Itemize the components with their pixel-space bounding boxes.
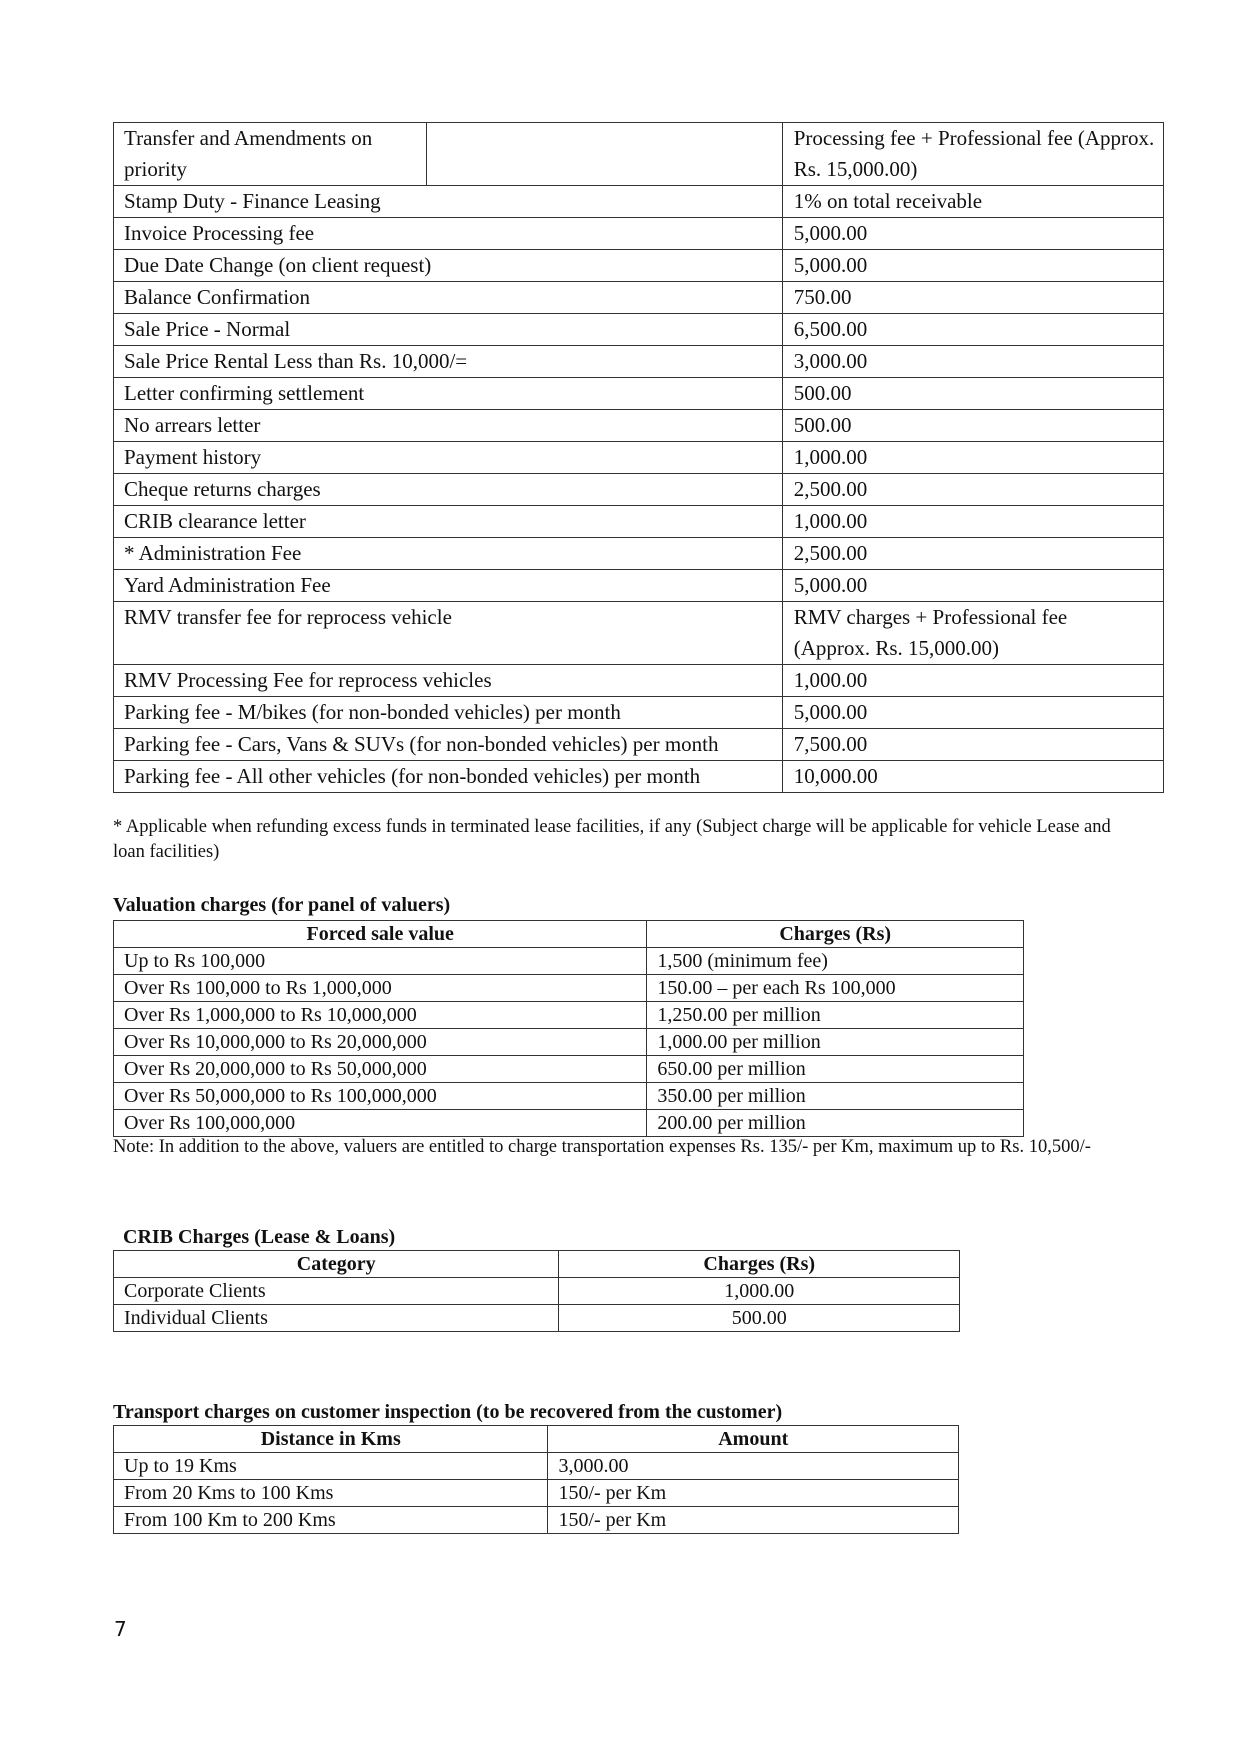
fee-value: 5,000.00: [782, 697, 1163, 729]
table-row: [114, 1305, 960, 1332]
value-range: Over Rs 10,000,000 to Rs 20,000,000: [114, 1029, 647, 1056]
charge: 1,250.00 per million: [647, 1002, 1024, 1029]
transport-table: [113, 1425, 959, 1534]
table-row: [114, 538, 1164, 570]
fee-value: 1,000.00: [782, 506, 1163, 538]
transport-heading: Transport charges on customer inspection (to be recovered from the customer): [113, 1401, 783, 1423]
amount: 150/- per Km: [548, 1480, 959, 1507]
column-header: Category: [114, 1251, 559, 1278]
distance: Up to 19 Kms: [114, 1453, 548, 1480]
table-row: [114, 314, 1164, 346]
table-row: [114, 729, 1164, 761]
table-row: [114, 948, 1024, 975]
valuation-note: Note: In addition to the above, valuers are entitled to charge transportation expenses Rs. 135/- per Km, maximum up to Rs. 10,500/-: [113, 1137, 1091, 1157]
fee-label: Balance Confirmation: [114, 282, 783, 314]
table-header-row: [114, 1426, 959, 1453]
table-row: [114, 975, 1024, 1002]
distance: From 20 Kms to 100 Kms: [114, 1480, 548, 1507]
distance: From 100 Km to 200 Kms: [114, 1507, 548, 1534]
table-row: [114, 1002, 1024, 1029]
table-header-row: [114, 1251, 960, 1278]
fee-value: 1,000.00: [782, 665, 1163, 697]
table-row: [114, 410, 1164, 442]
fees-table: [113, 122, 1164, 793]
charge: 1,000.00: [559, 1278, 960, 1305]
value-range: Over Rs 20,000,000 to Rs 50,000,000: [114, 1056, 647, 1083]
table-row: [114, 442, 1164, 474]
client-category: Corporate Clients: [114, 1278, 559, 1305]
table-row: [114, 697, 1164, 729]
fee-label: Transfer and Amendments on priority: [114, 123, 427, 186]
fee-value: 7,500.00: [782, 729, 1163, 761]
fee-value: 2,500.00: [782, 474, 1163, 506]
table-row: [114, 378, 1164, 410]
table-row: [114, 1453, 959, 1480]
table-row: [114, 570, 1164, 602]
table-row: [114, 1278, 960, 1305]
fee-value: 5,000.00: [782, 218, 1163, 250]
fee-value: 750.00: [782, 282, 1163, 314]
value-range: Over Rs 100,000,000: [114, 1110, 647, 1137]
table-row: [114, 506, 1164, 538]
footnote: * Applicable when refunding excess funds in terminated lease facilities, if any (Subject charge will be applicable for vehicle Lease and loan facilities): [113, 817, 1111, 862]
fee-value: 5,000.00: [782, 250, 1163, 282]
value-range: Over Rs 100,000 to Rs 1,000,000: [114, 975, 647, 1002]
charge: 1,000.00 per million: [647, 1029, 1024, 1056]
fee-label: Parking fee - Cars, Vans & SUVs (for non-bonded vehicles) per month: [114, 729, 783, 761]
table-row: [114, 761, 1164, 793]
table-row: [114, 1056, 1024, 1083]
charge: 150.00 – per each Rs 100,000: [647, 975, 1024, 1002]
empty-cell: [426, 123, 782, 186]
fee-value: 1% on total receivable: [782, 186, 1163, 218]
table-row: [114, 1029, 1024, 1056]
charge: 650.00 per million: [647, 1056, 1024, 1083]
value-range: Up to Rs 100,000: [114, 948, 647, 975]
table-row: [114, 250, 1164, 282]
fee-value: 500.00: [782, 378, 1163, 410]
client-category: Individual Clients: [114, 1305, 559, 1332]
fee-label: CRIB clearance letter: [114, 506, 783, 538]
page-number: 7: [114, 1617, 127, 1641]
table-row: [114, 123, 1164, 186]
crib-table: [113, 1250, 960, 1332]
fee-label: * Administration Fee: [114, 538, 783, 570]
fee-value: Processing fee + Professional fee (Approx. Rs. 15,000.00): [782, 123, 1163, 186]
table-row: [114, 474, 1164, 506]
charge: 200.00 per million: [647, 1110, 1024, 1137]
charge: 500.00: [559, 1305, 960, 1332]
table-row: [114, 186, 1164, 218]
table-header-row: [114, 921, 1024, 948]
column-header: Amount: [548, 1426, 959, 1453]
charge: 350.00 per million: [647, 1083, 1024, 1110]
fee-value: 3,000.00: [782, 346, 1163, 378]
column-header: Charges (Rs): [647, 921, 1024, 948]
table-row: [114, 282, 1164, 314]
fee-label: Letter confirming settlement: [114, 378, 783, 410]
table-row: [114, 602, 1164, 665]
fee-label: Yard Administration Fee: [114, 570, 783, 602]
amount: 3,000.00: [548, 1453, 959, 1480]
fee-label: Cheque returns charges: [114, 474, 783, 506]
value-range: Over Rs 50,000,000 to Rs 100,000,000: [114, 1083, 647, 1110]
fee-value: 2,500.00: [782, 538, 1163, 570]
column-header: Charges (Rs): [559, 1251, 960, 1278]
table-row: [114, 1507, 959, 1534]
table-row: [114, 1110, 1024, 1137]
table-row: [114, 665, 1164, 697]
fee-label: Sale Price - Normal: [114, 314, 783, 346]
fee-label: Invoice Processing fee: [114, 218, 783, 250]
fee-value: 6,500.00: [782, 314, 1163, 346]
fee-label: Sale Price Rental Less than Rs. 10,000/=: [114, 346, 783, 378]
crib-heading: CRIB Charges (Lease & Loans): [123, 1226, 396, 1248]
fee-value: 500.00: [782, 410, 1163, 442]
valuation-heading: Valuation charges (for panel of valuers): [113, 894, 451, 916]
fee-label: Stamp Duty - Finance Leasing: [114, 186, 783, 218]
fee-label: RMV transfer fee for reprocess vehicle: [114, 602, 783, 665]
table-row: [114, 346, 1164, 378]
fee-label: RMV Processing Fee for reprocess vehicles: [114, 665, 783, 697]
fee-label: Parking fee - All other vehicles (for non-bonded vehicles) per month: [114, 761, 783, 793]
fee-label: Due Date Change (on client request): [114, 250, 783, 282]
fee-value: 5,000.00: [782, 570, 1163, 602]
fee-label: Payment history: [114, 442, 783, 474]
fee-value: RMV charges + Professional fee (Approx. Rs. 15,000.00): [782, 602, 1163, 665]
charge: 1,500 (minimum fee): [647, 948, 1024, 975]
column-header: Forced sale value: [114, 921, 647, 948]
amount: 150/- per Km: [548, 1507, 959, 1534]
fee-value: 1,000.00: [782, 442, 1163, 474]
table-row: [114, 218, 1164, 250]
fee-value: 10,000.00: [782, 761, 1163, 793]
fee-label: Parking fee - M/bikes (for non-bonded vehicles) per month: [114, 697, 783, 729]
table-row: [114, 1083, 1024, 1110]
table-row: [114, 1480, 959, 1507]
valuation-table: [113, 920, 1024, 1137]
fee-label: No arrears letter: [114, 410, 783, 442]
column-header: Distance in Kms: [114, 1426, 548, 1453]
value-range: Over Rs 1,000,000 to Rs 10,000,000: [114, 1002, 647, 1029]
